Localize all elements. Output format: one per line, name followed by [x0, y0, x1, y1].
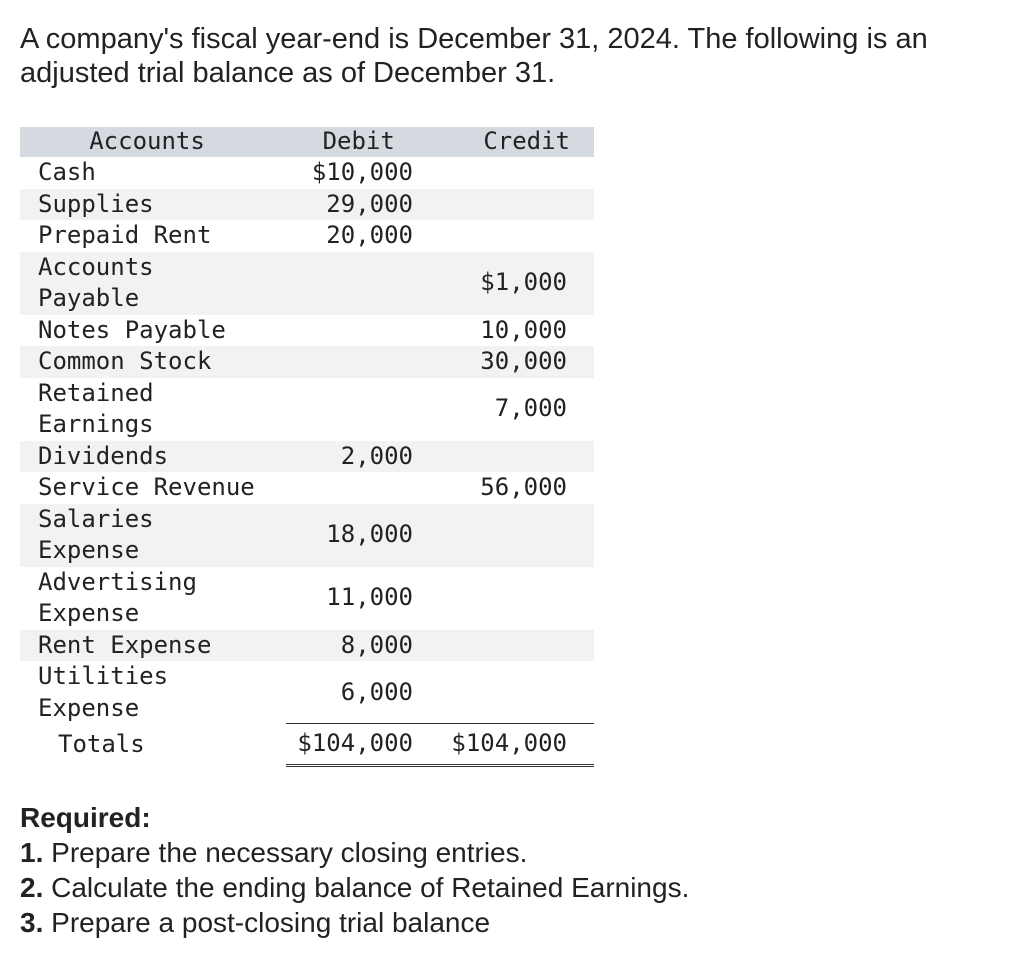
problem-intro: A company's fiscal year-end is December 31, 2024. The following is an adjusted trial balance as of December 31. — [20, 23, 928, 89]
totals-amounts — [286, 723, 594, 767]
required-item-number: 1. — [20, 837, 44, 868]
table-row — [20, 315, 594, 347]
credit-amount: 56,000 — [480, 473, 567, 501]
debit-amount: 20,000 — [326, 221, 413, 249]
header-debit: Debit — [322, 127, 395, 156]
table-row — [20, 252, 594, 315]
account-name: Accounts Payable — [38, 252, 154, 312]
table-row — [20, 630, 594, 662]
header-credit: Credit — [483, 127, 571, 156]
account-name: Service Revenue — [38, 473, 255, 501]
total-credit: $104,000 — [451, 728, 567, 757]
account-name: Advertising Expense — [38, 567, 197, 627]
required-item — [20, 835, 689, 870]
account-name: Dividends — [38, 441, 169, 470]
table-row — [20, 346, 594, 378]
table-row — [20, 220, 594, 252]
table-row — [20, 157, 594, 189]
table-row — [20, 472, 594, 504]
required-item-text: Calculate the ending balance of Retained Earnings. — [51, 872, 690, 903]
table-row — [20, 378, 594, 441]
required-item-text: Prepare a post-closing trial balance — [51, 907, 491, 938]
required-item — [20, 870, 689, 905]
account-name: Supplies — [38, 189, 154, 218]
required-item — [20, 905, 689, 940]
adjusted-trial-balance-table — [20, 127, 594, 765]
totals-label: Totals — [58, 729, 145, 758]
totals-row — [20, 724, 594, 765]
account-name: Utilities Expense — [38, 662, 169, 722]
required-item-text: Prepare the necessary closing entries. — [51, 837, 528, 868]
table-row — [20, 189, 594, 221]
table-row — [20, 504, 594, 567]
debit-amount: 29,000 — [326, 189, 413, 218]
table-row — [20, 567, 594, 630]
total-debit: $104,000 — [297, 728, 413, 757]
debit-amount: $10,000 — [311, 158, 413, 186]
account-name: Salaries Expense — [38, 504, 154, 564]
required-section — [20, 800, 689, 940]
header-accounts: Accounts — [89, 127, 205, 156]
account-name: Notes Payable — [38, 315, 226, 344]
account-name: Prepaid Rent — [38, 221, 212, 249]
credit-amount: 10,000 — [480, 315, 567, 344]
debit-amount: 11,000 — [326, 583, 413, 612]
account-name: Cash — [38, 158, 96, 186]
credit-amount: 30,000 — [480, 347, 567, 375]
credit-amount: 7,000 — [494, 394, 567, 423]
account-name: Common Stock — [38, 347, 212, 375]
required-item-number: 3. — [20, 907, 44, 938]
required-item-number: 2. — [20, 872, 44, 903]
debit-amount: 8,000 — [340, 630, 413, 659]
account-name: Retained Earnings — [38, 378, 154, 438]
table-row — [20, 661, 594, 724]
table-header — [20, 127, 594, 157]
debit-amount: 6,000 — [340, 677, 413, 706]
debit-amount: 18,000 — [326, 520, 413, 549]
credit-amount: $1,000 — [480, 268, 567, 297]
account-name: Rent Expense — [38, 630, 212, 659]
debit-amount: 2,000 — [340, 441, 413, 470]
required-title: Required: — [20, 802, 151, 833]
table-row — [20, 441, 594, 473]
